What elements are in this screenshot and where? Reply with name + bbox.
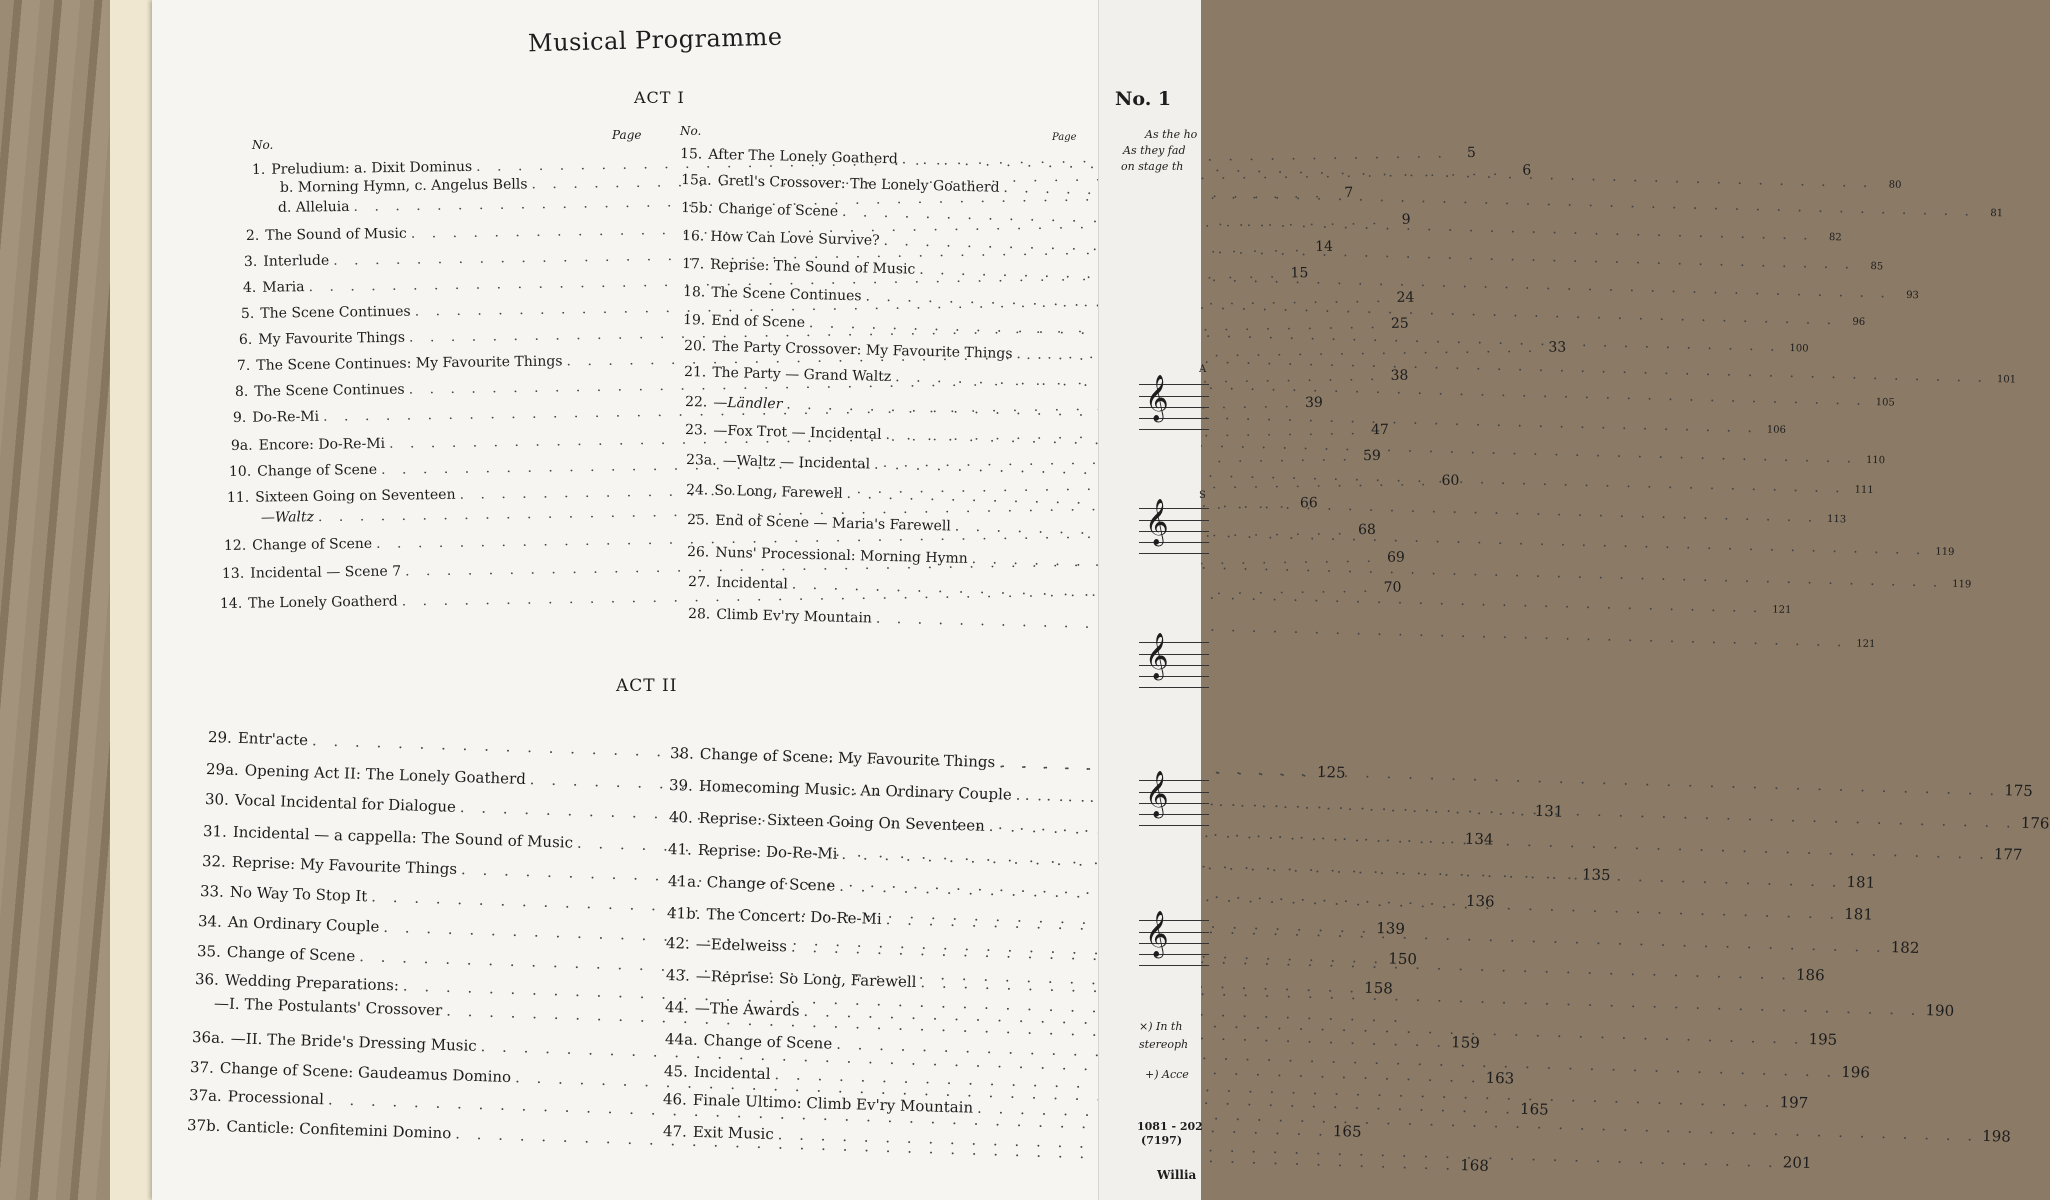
header-no-left: No.	[252, 138, 274, 152]
entry-title: Preludium: a. Dixit Dominus	[271, 158, 473, 178]
entry-number: 24.	[685, 482, 709, 499]
entry-page: 158	[1363, 978, 1393, 998]
entry-number: 33.	[199, 882, 225, 901]
entry-title: Vocal Incidental for Dialogue	[234, 790, 456, 816]
entry-number: 37b.	[186, 1116, 221, 1136]
entry-title: The Party Crossover: My Favourite Things	[711, 338, 1013, 363]
facing-score-page	[1098, 0, 1207, 1200]
treble-clef-icon: 𝄞	[1145, 771, 1169, 817]
entry-number: 38.	[669, 744, 695, 763]
footnote-1: ×) In th	[1139, 1020, 1183, 1033]
entry-page: 121	[1771, 604, 1792, 616]
entry-title: Reprise: The Sound of Music	[710, 256, 916, 278]
entry-page: 176	[2020, 813, 2050, 833]
entry-page: 105	[1875, 397, 1895, 409]
entry-page: 93	[1905, 289, 1919, 302]
score-direction-line-2: As they fad	[1123, 144, 1186, 157]
entry-page: 85	[1869, 261, 1883, 273]
entry-page: 101	[1996, 374, 2016, 386]
entry-page: 136	[1465, 891, 1495, 911]
entry-title: Wedding Preparations:	[224, 970, 400, 995]
entry-title: The Concert: Do-Re-Mi	[706, 905, 882, 928]
entry-number: 45.	[663, 1062, 689, 1081]
entry-page: 165	[1520, 1099, 1550, 1119]
entry-page: 196	[1840, 1062, 1870, 1082]
entry-title: Maria	[261, 279, 305, 296]
entry-title: Change of Scene	[226, 942, 356, 965]
treble-clef-icon: 𝄞	[1145, 633, 1169, 679]
treble-clef-icon: 𝄞	[1145, 911, 1169, 957]
entry-title: Incidental	[715, 574, 788, 593]
entry-title: The Party — Grand Waltz	[712, 364, 892, 386]
entry-number: 47.	[662, 1122, 687, 1141]
entry-title: The Scene Continues: My Favourite Things	[256, 353, 563, 374]
entry-page: 81	[1989, 208, 2003, 220]
entry-number: 37.	[190, 1058, 215, 1077]
entry-number: 15b.	[680, 200, 713, 217]
entry-page: 38	[1390, 367, 1409, 384]
entry-page: 159	[1450, 1033, 1480, 1052]
entry-number: 5.	[240, 305, 255, 322]
entry-page: 47	[1371, 421, 1390, 439]
entry-page: 15	[1289, 265, 1308, 282]
entry-title: Change of Scene	[251, 535, 372, 554]
act-2-heading: ACT II	[616, 676, 678, 696]
entry-title: Do-Re-Mi	[252, 408, 320, 426]
entry-number: 41.	[667, 840, 693, 859]
footnote-2: stereoph	[1139, 1038, 1189, 1051]
entry-page: 33	[1548, 339, 1567, 356]
entry-page: 25	[1390, 315, 1409, 332]
entry-title: Homecoming Music: An Ordinary Couple	[699, 776, 1013, 804]
entry-number: 25.	[686, 512, 710, 529]
entry-title: Incidental — Scene 7	[249, 563, 401, 582]
entry-page: 181	[1843, 904, 1873, 924]
entry-title: —The Awards	[694, 998, 801, 1020]
entry-page: 195	[1808, 1029, 1838, 1049]
entry-page: 150	[1388, 949, 1418, 969]
music-staff	[1139, 375, 1209, 431]
entry-page: 24	[1396, 289, 1415, 306]
entry-number: 16.	[681, 228, 705, 245]
entry-page: 69	[1386, 549, 1405, 566]
entry-number: 9a.	[230, 437, 253, 454]
act-1-heading: ACT I	[634, 88, 685, 107]
entry-title: Sixteen Going on Seventeen	[255, 486, 456, 506]
entry-number: 9.	[232, 409, 247, 426]
entry-title: How Can Love Survive?	[709, 228, 880, 249]
music-staff	[1139, 911, 1209, 967]
entry-title: The Scene Continues	[710, 284, 862, 305]
entry-title: The Scene Continues	[259, 303, 411, 322]
entry-page: 197	[1779, 1093, 1809, 1112]
staff-letter-a: A	[1199, 364, 1207, 375]
entry-title: Change of Scene: Gaudeamus Domino	[219, 1058, 512, 1087]
entry-page: 59	[1363, 447, 1382, 465]
entry-number: 42.	[666, 934, 691, 953]
entry-page: 131	[1534, 801, 1565, 821]
entry-title: Change of Scene	[257, 461, 378, 480]
entry-title: Change of Scene	[703, 1031, 833, 1053]
entry-page: 5	[1466, 144, 1477, 162]
entry-page: 177	[1993, 845, 2023, 864]
music-staff	[1139, 771, 1209, 827]
entry-title: Incidental	[693, 1062, 771, 1083]
entry-number: 37a.	[188, 1086, 222, 1106]
entry-page: 139	[1375, 918, 1406, 938]
entry-number: 23a.	[685, 452, 717, 469]
entry-title: —Ländler	[712, 394, 783, 413]
entry-title: Entr'acte	[237, 728, 309, 750]
entry-number: 12.	[223, 537, 246, 554]
entry-number: 22.	[684, 394, 708, 411]
entry-number: 36a.	[191, 1028, 226, 1048]
entry-page: 186	[1796, 965, 1826, 985]
entry-number: 46.	[663, 1090, 688, 1109]
entry-number: 11.	[227, 489, 250, 506]
entry-page: 6	[1522, 162, 1532, 179]
header-page-left: Page	[612, 128, 642, 142]
entry-title: End of Scene — Maria's Farewell	[714, 512, 951, 535]
entry-number: 8.	[234, 383, 249, 400]
entry-title: Reprise: My Favourite Things	[231, 852, 457, 879]
entry-page: 14	[1315, 238, 1334, 256]
score-number-heading: No. 1	[1115, 88, 1172, 110]
entry-title: So Long, Farewell	[714, 482, 843, 502]
entry-title: No Way To Stop It	[229, 882, 368, 906]
entry-title: Exit Music	[692, 1122, 774, 1144]
entry-page: 39	[1304, 394, 1323, 412]
entry-number: 32.	[201, 852, 226, 871]
entry-number: 44a.	[664, 1030, 698, 1049]
entry-page: 110	[1865, 454, 1886, 467]
entry-number: 17.	[681, 256, 705, 273]
entry-number: 21.	[683, 364, 707, 381]
entry-number: 29a.	[206, 760, 240, 780]
entry-page: 60	[1441, 472, 1460, 490]
entry-number: 2.	[246, 227, 260, 244]
header-page-right: Page	[1052, 132, 1077, 143]
entry-page: 168	[1460, 1156, 1490, 1175]
entry-page: 113	[1826, 513, 1847, 526]
entry-number: 18.	[682, 284, 706, 301]
entry-page: 111	[1853, 484, 1874, 497]
entry-number: 27.	[687, 574, 711, 591]
entry-title: —I. The Postulants' Crossover	[213, 994, 443, 1020]
entry-title: Change of Scene	[718, 200, 839, 220]
entry-page: 82	[1828, 232, 1842, 244]
entry-page: 68	[1357, 521, 1376, 539]
entry-title: —Waltz — Incidental	[721, 452, 870, 473]
entry-number: 34.	[198, 912, 223, 931]
entry-number: 28.	[687, 606, 711, 623]
entry-number: 30.	[204, 790, 229, 809]
entry-title: —Fox Trot — Incidental	[713, 422, 882, 443]
entry-page: 163	[1485, 1068, 1515, 1088]
entry-page: 100	[1789, 343, 1809, 355]
entry-title: Climb Ev'ry Mountain	[716, 606, 873, 627]
entry-title: My Favourite Things	[257, 329, 405, 348]
entry-title: Gretl's Crossover: The Lonely Goatherd	[716, 172, 1000, 196]
entry-title: Reprise: Do-Re-Mi	[697, 840, 838, 863]
entry-page: 106	[1766, 424, 1786, 436]
entry-number: 29.	[207, 728, 233, 747]
entry-title: Canticle: Confitemini Domino	[226, 1117, 452, 1143]
entry-number: 40.	[668, 808, 693, 827]
entry-page: 125	[1316, 762, 1346, 782]
music-staff	[1139, 633, 1209, 689]
entry-title: Incidental — a cappella: The Sound of Music	[232, 822, 574, 852]
entry-page: 165	[1332, 1121, 1362, 1141]
treble-clef-icon: 𝄞	[1145, 499, 1169, 545]
entry-title: b. Morning Hymn, c. Angelus Bells	[279, 176, 528, 196]
entry-number: 19.	[682, 312, 706, 329]
entry-number: 10.	[229, 463, 252, 480]
entry-page: 119	[1952, 578, 1972, 591]
entry-number: 14.	[219, 595, 243, 612]
entry-page: 70	[1383, 579, 1402, 596]
entry-number: 39.	[669, 776, 694, 795]
entry-title: An Ordinary Couple	[227, 912, 381, 936]
entry-page: 96	[1851, 316, 1865, 328]
entry-page: 134	[1464, 829, 1494, 849]
header-no-right: No.	[680, 124, 702, 138]
entry-number: 41a.	[667, 872, 701, 891]
publisher-name: Willia	[1157, 1168, 1197, 1182]
footnote-3: +) Acce	[1145, 1068, 1189, 1081]
entry-number: 20.	[683, 338, 707, 355]
entry-number: 43.	[665, 966, 690, 985]
entry-title: After The Lonely Goatherd	[708, 146, 899, 168]
entry-title: Opening Act II: The Lonely Goatherd	[244, 761, 527, 789]
music-staff	[1139, 499, 1209, 555]
entry-number: 15.	[679, 146, 703, 163]
entry-number: 44.	[664, 998, 690, 1017]
entry-number: 7.	[236, 357, 251, 374]
entry-title: Processional	[227, 1087, 325, 1109]
entry-page: 181	[1846, 872, 1876, 892]
entry-title: —Reprise: So Long, Farewell	[695, 966, 917, 991]
entry-page: 66	[1300, 495, 1319, 512]
catalogue-code-2: (7197)	[1141, 1134, 1183, 1147]
entry-page: 201	[1782, 1153, 1812, 1173]
entry-title: Change of Scene	[706, 873, 836, 895]
entry-page: 190	[1925, 1001, 1955, 1020]
entry-number: 26.	[686, 544, 710, 561]
entry-number: 15a.	[680, 172, 712, 189]
entry-page: 121	[1856, 638, 1876, 651]
entry-number: 13.	[221, 565, 244, 582]
entry-number: 35.	[196, 942, 221, 961]
entry-page: 80	[1888, 179, 1902, 191]
entry-title: Interlude	[263, 252, 330, 270]
entry-title: End of Scene	[711, 312, 806, 331]
catalogue-code: 1081 - 202	[1137, 1120, 1203, 1133]
staff-letter-s: S	[1199, 490, 1206, 501]
entry-title: The Lonely Goatherd	[247, 593, 398, 612]
entry-page: 119	[1934, 546, 1955, 558]
entry-page: 182	[1890, 938, 1920, 957]
score-direction-line-1: As the ho	[1145, 128, 1198, 141]
score-direction-line-3: on stage th	[1121, 160, 1184, 173]
entry-number: 23.	[684, 422, 708, 439]
treble-clef-icon: 𝄞	[1145, 375, 1169, 421]
entry-title: Finale Ultimo: Climb Ev'ry Mountain	[693, 1090, 974, 1117]
entry-title: Reprise: Sixteen Going On Seventeen	[698, 808, 985, 835]
entry-page: 175	[2003, 781, 2034, 801]
entry-title: —II. The Bride's Dressing Music	[230, 1029, 477, 1055]
entry-number: 31.	[202, 822, 228, 841]
entry-page: 135	[1581, 865, 1612, 885]
entry-title: d. Alleluia	[278, 198, 350, 216]
entry-number: 3.	[244, 253, 258, 270]
entry-page: 9	[1401, 211, 1411, 228]
entry-title: The Sound of Music	[265, 225, 408, 244]
entry-page: 7	[1344, 184, 1354, 202]
entry-title: Encore: Do-Re-Mi	[258, 435, 386, 454]
entry-title: Change of Scene: My Favourite Things	[699, 744, 996, 772]
entry-number: 41b.	[666, 904, 701, 923]
entry-number: 4.	[242, 279, 256, 296]
page-title: Musical Programme	[527, 22, 783, 58]
entry-title: The Scene Continues	[254, 381, 405, 400]
entry-number: 1.	[251, 161, 266, 178]
entry-page: 198	[1982, 1126, 2012, 1146]
entry-number: 6.	[238, 331, 253, 348]
entry-number: 36.	[194, 970, 220, 989]
entry-title: —Edelweiss	[696, 934, 788, 956]
entry-title: —Waltz	[261, 509, 315, 526]
entry-title: Nuns' Processional: Morning Hymn	[715, 544, 968, 567]
